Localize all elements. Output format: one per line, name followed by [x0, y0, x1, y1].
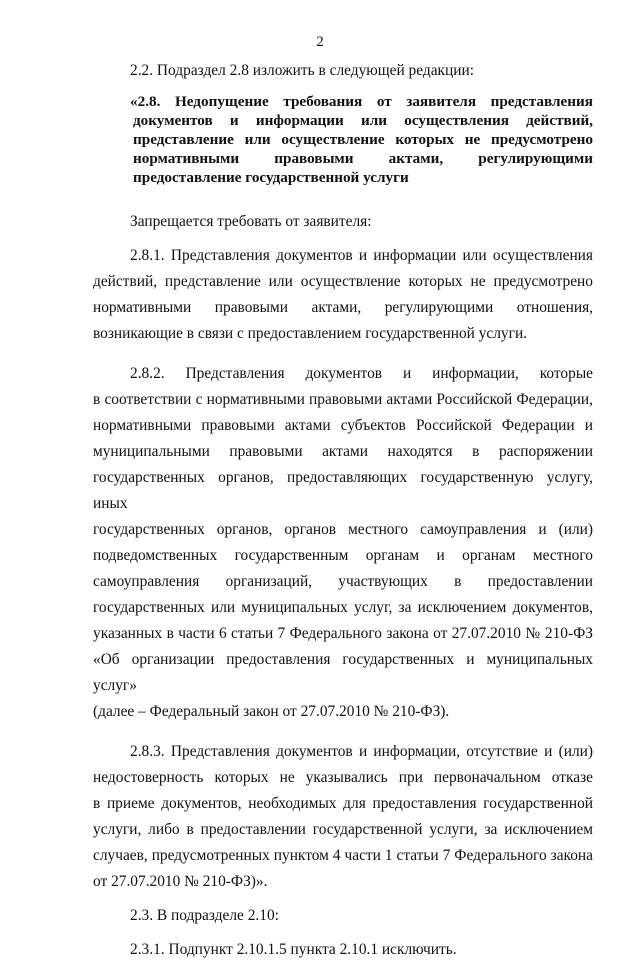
- heading-line: представление или осуществление которых не предусмотрено: [133, 131, 593, 148]
- paragraph-line: муниципальными правовыми актами находятся в распоряжении: [93, 443, 593, 460]
- paragraph-2-3-1: 2.3.1. Подпункт 2.10.1.5 пункта 2.10.1 исключить.: [130, 941, 457, 958]
- paragraph-line: 2.8.3. Представления документов и информации, отсутствие и (или): [130, 743, 593, 760]
- paragraph-line: государственных органов, предоставляющих государственную услугу, иных: [93, 469, 593, 512]
- paragraph-2-3: 2.3. В подразделе 2.10:: [130, 907, 279, 924]
- paragraph-line: (далее – Федеральный закон от 27.07.2010 № 210-ФЗ).: [93, 703, 450, 720]
- paragraph-line: указанных в части 6 статьи 7 Федерального закона от 27.07.2010 № 210-ФЗ: [93, 625, 593, 642]
- paragraph-2-8-3: [93, 739, 593, 895]
- section-heading-2-8: [93, 92, 593, 187]
- page-number: 2: [316, 34, 324, 50]
- paragraph-line: 2.8.1. Представления документов и информации или осуществления: [130, 247, 593, 264]
- heading-line: документов и информации или осуществления действий,: [133, 112, 593, 129]
- paragraph-line: 2.8.2. Представления документов и информации, которые: [130, 365, 593, 382]
- paragraph-2-8-1: [93, 243, 593, 347]
- paragraph-2-2: 2.2. Подраздел 2.8 изложить в следующей редакции:: [130, 62, 474, 79]
- paragraph-line: нормативными правовыми актами субъектов Российской Федерации и: [93, 417, 593, 434]
- paragraph-line: недостоверность которых не указывались при первоначальном отказе: [93, 769, 593, 786]
- paragraph-line: в приеме документов, необходимых для предоставления государственной: [93, 795, 593, 812]
- paragraph-line: действий, представление или осуществление которых не предусмотрено: [93, 273, 593, 290]
- paragraph-line: нормативными правовыми актами, регулирующими отношения,: [93, 299, 593, 316]
- document-body: [93, 58, 593, 963]
- paragraph-line: возникающие в связи с предоставлением государственной услуги.: [93, 325, 528, 342]
- paragraph-line: от 27.07.2010 № 210-ФЗ)».: [93, 873, 268, 890]
- heading-line: нормативными правовыми актами, регулирующими: [133, 150, 593, 167]
- paragraph-line: государственных органов, органов местного самоуправления и (или): [93, 521, 593, 538]
- paragraph-line: услуги, либо в предоставлении государственной услуги, за исключением: [93, 821, 593, 838]
- heading-line: «2.8. Недопущение требования от заявителя представления: [130, 93, 593, 110]
- paragraph-line: государственных или муниципальных услуг, за исключением документов,: [93, 599, 593, 616]
- paragraph-2-8-2: [93, 361, 593, 725]
- intro-text: Запрещается требовать от заявителя:: [130, 213, 372, 230]
- paragraph-line: самоуправления организаций, участвующих в предоставлении: [93, 573, 593, 590]
- paragraph-line: в соответствии с нормативными правовыми актами Российской Федерации,: [93, 391, 593, 408]
- paragraph-line: «Об организации предоставления государственных и муниципальных услуг»: [93, 651, 593, 694]
- paragraph-line: случаев, предусмотренных пунктом 4 части 1 статьи 7 Федерального закона: [93, 847, 593, 864]
- heading-line: предоставление государственной услуги: [133, 169, 409, 186]
- paragraph-line: подведомственных государственным органам и органам местного: [93, 547, 593, 564]
